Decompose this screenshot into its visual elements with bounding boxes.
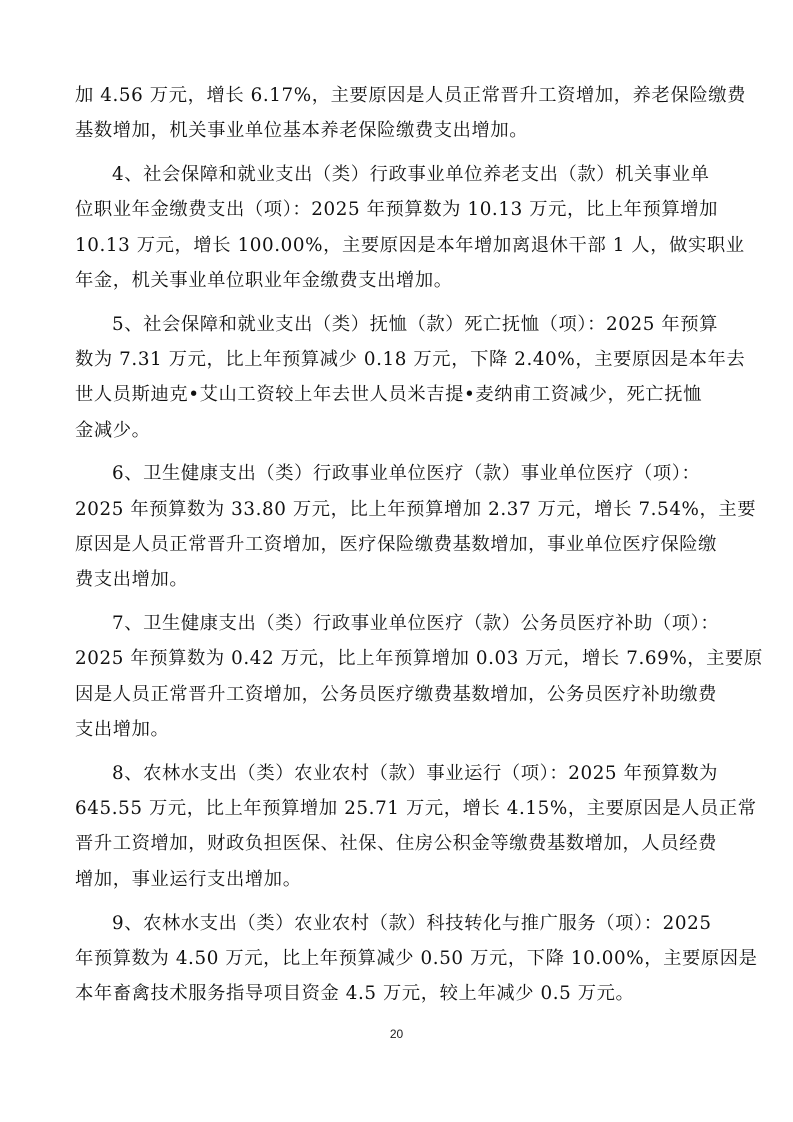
document-body — [75, 78, 763, 1011]
text-line: 645.55 万元，比上年预算增加 25.71 万元，增长 4.15%，主要原因是人员正常 — [75, 798, 757, 820]
paragraph-item-9 — [75, 906, 758, 1012]
page-number: 20 — [389, 1027, 404, 1041]
text-line: 增加，事业运行支出增加。 — [75, 868, 302, 890]
text-line: 8、农林水支出（类）农业农村（款）事业运行（项）：2025 年预算数为 — [112, 762, 718, 784]
text-line: 7、卫生健康支出（类）行政事业单位医疗（款）公务员医疗补助（项）： — [112, 613, 720, 635]
paragraph-item-6 — [75, 456, 757, 597]
text-line: 10.13 万元，增长 100.00%，主要原因是本年增加离退休干部 1 人，做实职业 — [75, 234, 745, 256]
text-line: 2025 年预算数为 33.80 万元，比上年预算增加 2.37 万元，增长 7.54%，主要 — [75, 498, 757, 520]
text-line: 位职业年金缴费支出（项）：2025 年预算数为 10.13 万元，比上年预算增加 — [75, 199, 719, 221]
text-line: 6、卫生健康支出（类）行政事业单位医疗（款）事业单位医疗（项）： — [112, 463, 701, 485]
paragraph-item-7 — [75, 606, 763, 747]
paragraph-item-8 — [75, 756, 757, 897]
paragraph-item-5 — [75, 307, 746, 448]
text-line: 9、农林水支出（类）农业农村（款）科技转化与推广服务（项）：2025 — [112, 912, 712, 934]
text-line: 5、社会保障和就业支出（类）抚恤（款）死亡抚恤（项）：2025 年预算 — [112, 313, 718, 335]
text-line: 基数增加，机关事业单位基本养老保险缴费支出增加。 — [75, 120, 529, 142]
text-line: 支出增加。 — [75, 719, 170, 741]
paragraph-item-4 — [75, 157, 745, 298]
text-line: 原因是人员正常晋升工资增加，医疗保险缴费基数增加，事业单位医疗保险缴 — [75, 534, 717, 556]
text-line: 本年畜禽技术服务指导项目资金 4.5 万元，较上年减少 0.5 万元。 — [75, 983, 635, 1005]
text-line: 2025 年预算数为 0.42 万元，比上年预算增加 0.03 万元，增长 7.69%，主要原 — [75, 648, 763, 670]
paragraph-continuation — [75, 78, 746, 149]
text-line: 数为 7.31 万元，比上年预算减少 0.18 万元，下降 2.40%，主要原因是本年去 — [75, 349, 746, 371]
text-line: 费支出增加。 — [75, 569, 189, 591]
text-line: 因是人员正常晋升工资增加，公务员医疗缴费基数增加，公务员医疗补助缴费 — [75, 683, 717, 705]
text-line: 金减少。 — [75, 419, 151, 441]
text-line: 晋升工资增加，财政负担医保、社保、住房公积金等缴费基数增加，人员经费 — [75, 833, 717, 855]
text-line: 加 4.56 万元，增长 6.17%，主要原因是人员正常晋升工资增加，养老保险缴费 — [75, 85, 746, 106]
text-line: 年预算数为 4.50 万元，比上年预算减少 0.50 万元，下降 10.00%，主要原因是 — [75, 947, 758, 969]
text-line: 世人员斯迪克•艾山工资较上年去世人员米吉提•麦纳甫工资减少，死亡抚恤 — [75, 384, 702, 406]
text-line: 年金，机关事业单位职业年金缴费支出增加。 — [75, 269, 453, 291]
text-line: 4、社会保障和就业支出（类）行政事业单位养老支出（款）机关事业单 — [112, 164, 710, 186]
